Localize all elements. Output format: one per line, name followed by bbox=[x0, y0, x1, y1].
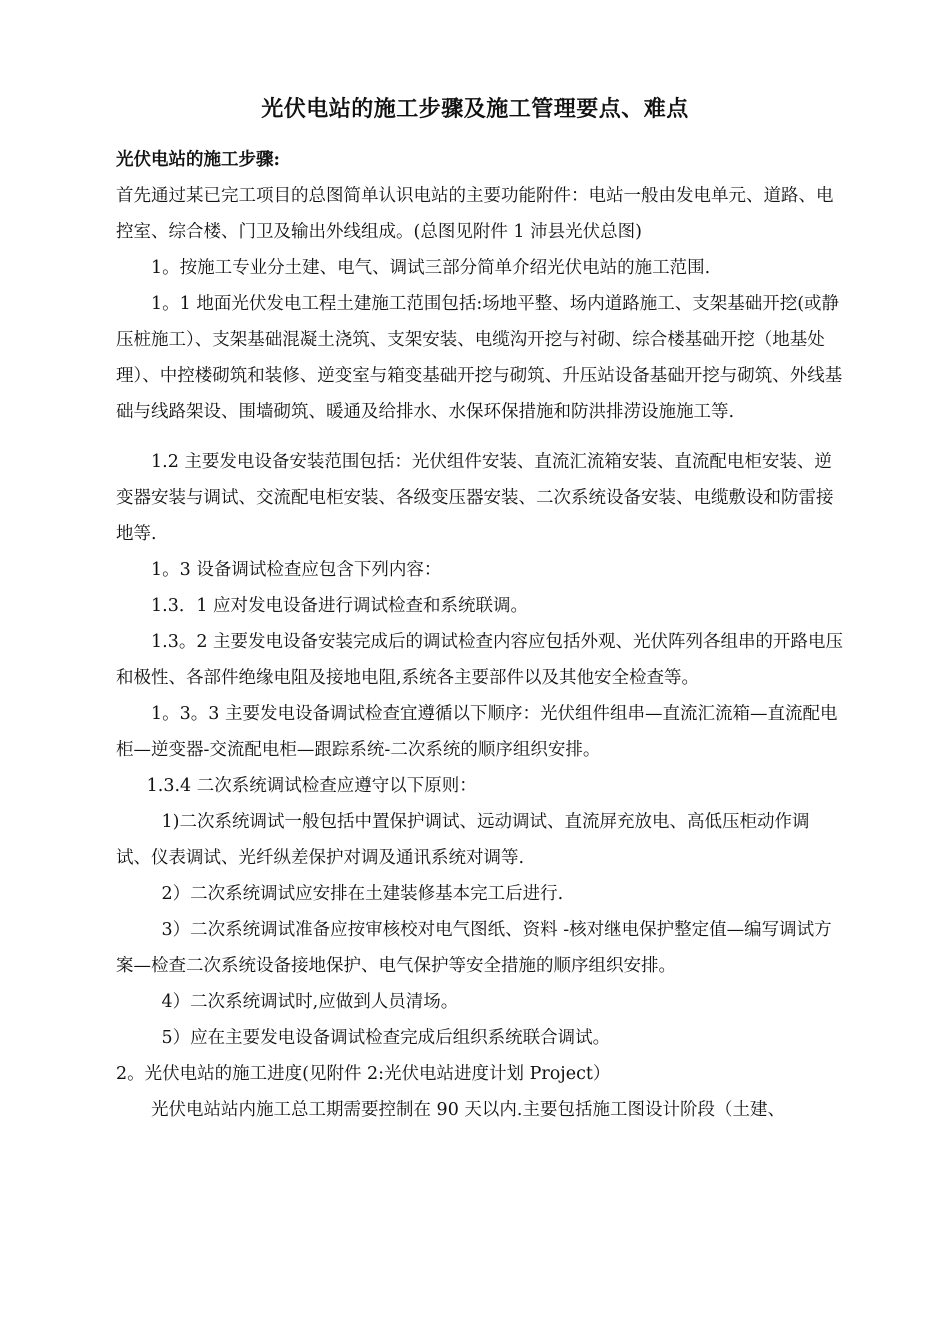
paragraph-1-3-1: 1.3．1 应对发电设备进行调试检查和系统联调。 bbox=[151, 596, 529, 616]
document-body bbox=[116, 142, 844, 1128]
list-item-2: 2）二次系统调试应安排在土建装修基本完工后进行. bbox=[161, 884, 564, 904]
paragraph-1-2: 1.2 主要发电设备安装范围包括：光伏组件安装、直流汇流箱安装、直流配电柜安装、逆变器安装与调试、交流配电柜安装、各级变压器安装、二次系统设备安装、电缆敷设和防雷接地等. bbox=[116, 452, 834, 544]
paragraph-1-3-3: 1。3。3 主要发电设备调试检查宜遵循以下顺序：光伏组件组串—直流汇流箱—直流配电柜—逆变器-交流配电柜—跟踪系统-二次系统的顺序组织安排。 bbox=[116, 704, 838, 760]
list-item-5: 5）应在主要发电设备调试检查完成后组织系统联合调试。 bbox=[161, 1028, 611, 1048]
paragraph-1-3: 1。3 设备调试检查应包含下列内容： bbox=[151, 560, 442, 580]
paragraph-1-3-2: 1.3。2 主要发电设备安装完成后的调试检查内容应包括外观、光伏阵列各组串的开路电压和极性、各部件绝缘电阻及接地电阻,系统各主要部件以及其他安全检查等。 bbox=[116, 632, 844, 688]
paragraph-intro: 首先通过某已完工项目的总图简单认识电站的主要功能附件：电站一般由发电单元、道路、电控室、综合楼、门卫及输出外线组成。(总图见附件 1 沛县光伏总图) bbox=[116, 186, 834, 242]
paragraph-1: 1。按施工专业分土建、电气、调试三部分简单介绍光伏电站的施工范围. bbox=[151, 258, 711, 278]
list-item-4: 4）二次系统调试时,应做到人员清场。 bbox=[161, 992, 459, 1012]
paragraph-2-body: 光伏电站站内施工总工期需要控制在 90 天以内.主要包括施工图设计阶段（土建、 bbox=[151, 1100, 785, 1120]
list-item-3: 3）二次系统调试准备应按审核校对电气图纸、资料 -核对继电保护整定值—编写调试方案—检查二次系统设备接地保护、电气保护等安全措施的顺序组织安排。 bbox=[116, 920, 832, 976]
paragraph-2: 2。光伏电站的施工进度(见附件 2:光伏电站进度计划 Project） bbox=[116, 1064, 611, 1084]
paragraph-1-1: 1。1 地面光伏发电工程土建施工范围包括:场地平整、场内道路施工、支架基础开挖(或静压桩施工）、支架基础混凝土浇筑、支架安装、电缆沟开挖与衬砌、综合楼基础开挖（地基处理）、中控楼砌筑和装修、逆变室与箱变基础开挖与砌筑、升压站设备基础开挖与砌筑、外线基础与线路架设、围墙砌筑、暖通及给排水、水保环保措施和防洪排涝设施施工等. bbox=[116, 294, 843, 422]
list-item-1: 1)二次系统调试一般包括中置保护调试、远动调试、直流屏充放电、高低压柜动作调试、仪表调试、光纤纵差保护对调及通讯系统对调等. bbox=[116, 812, 810, 868]
section-heading: 光伏电站的施工步骤: bbox=[116, 150, 280, 170]
paragraph-1-3-4: 1.3.4 二次系统调试检查应遵守以下原则： bbox=[146, 776, 477, 796]
document-title: 光伏电站的施工步骤及施工管理要点、难点 bbox=[261, 96, 689, 122]
